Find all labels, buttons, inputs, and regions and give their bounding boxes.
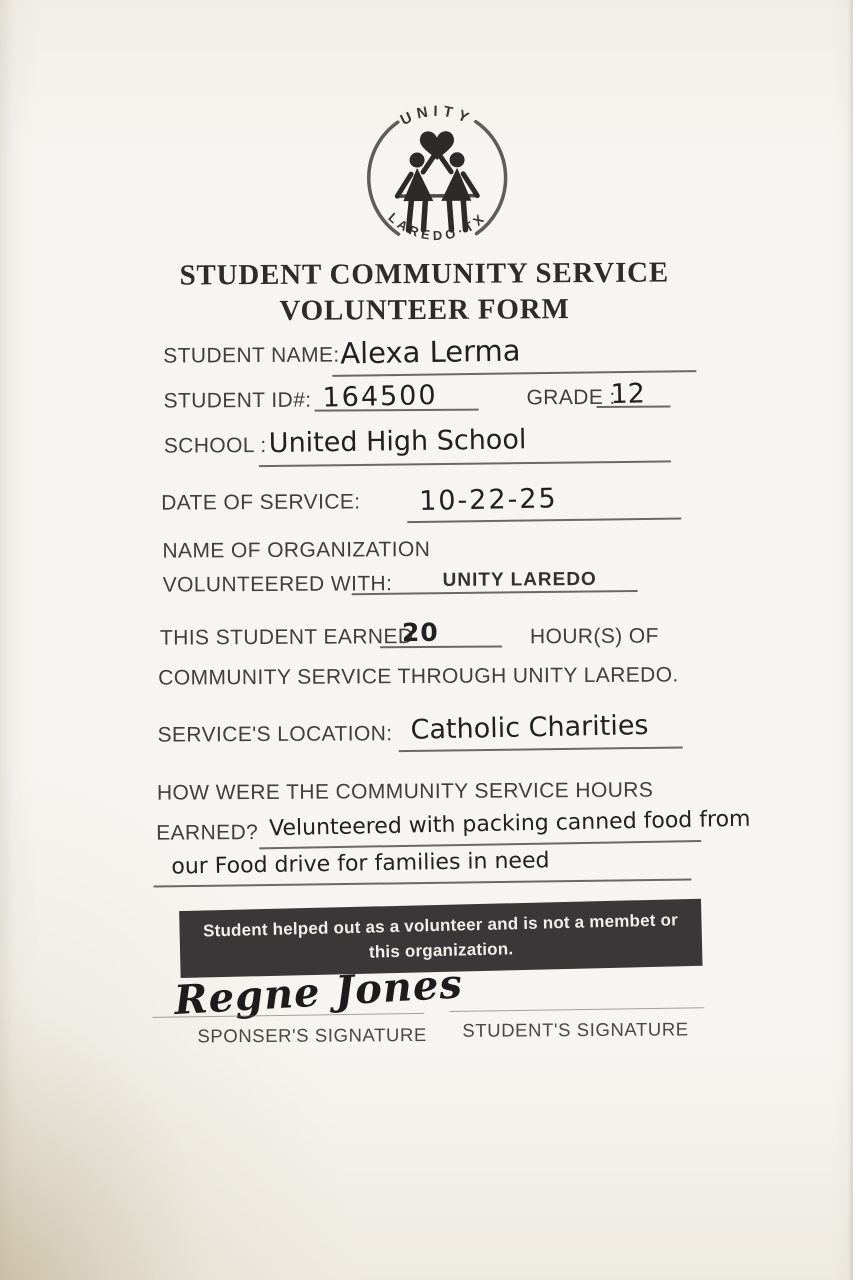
student-signature-label: STUDENT'S SIGNATURE — [462, 1018, 689, 1041]
date-of-service-line — [407, 517, 681, 523]
date-of-service-value: 10-22-25 — [418, 483, 559, 518]
people-figures-icon — [397, 152, 477, 230]
sponsor-signature-script: Regne Jones — [173, 960, 465, 1025]
hours-earned-label-line2: EARNED? — [156, 821, 259, 845]
grade-value: 12 — [610, 378, 646, 411]
form-title-line1: STUDENT COMMUNITY SERVICE — [179, 256, 670, 292]
grade-line — [597, 406, 671, 408]
student-name-line — [332, 370, 696, 377]
student-id-value: 164500 — [322, 379, 438, 414]
hours-label-prefix: THIS STUDENT EARNED — [159, 625, 414, 650]
logo-top-arc-text: UNITY — [397, 102, 476, 129]
logo-bottom-arc-text: LAREDO·TX — [385, 209, 490, 244]
hours-label-suffix: HOUR(S) OF — [529, 624, 659, 649]
organization-label-line1: NAME OF ORGANIZATION — [162, 537, 431, 563]
organization-line — [352, 590, 638, 595]
student-id-label: STUDENT ID#: — [163, 388, 312, 413]
student-name-label: STUDENT NAME: — [163, 343, 340, 368]
hours-line — [380, 646, 502, 649]
sponsor-signature-label: SPONSER'S SIGNATURE — [197, 1024, 427, 1047]
hours-label-line2: COMMUNITY SERVICE THROUGH UNITY LAREDO. — [158, 663, 679, 690]
student-signature-line — [449, 1007, 704, 1012]
hours-earned-line2 — [153, 879, 691, 888]
hours-earned-label-line1: HOW WERE THE COMMUNITY SERVICE HOURS — [156, 778, 654, 805]
school-label: SCHOOL : — [163, 433, 267, 458]
service-location-value: Catholic Charities — [410, 709, 649, 746]
hours-earned-line1 — [259, 840, 701, 849]
school-value: United High School — [268, 424, 527, 460]
organization-label-line2: VOLUNTEERED WITH: — [162, 572, 393, 597]
date-of-service-label: DATE OF SERVICE: — [161, 490, 361, 515]
grade-label: GRADE : — [526, 385, 616, 410]
hours-earned-value-line1: Velunteered with packing canned food from — [268, 806, 751, 842]
school-line — [259, 460, 671, 467]
service-location-line — [399, 746, 683, 752]
hours-earned-value-line2: our Food drive for families in need — [171, 848, 550, 880]
form-title-line2: VOLUNTEER FORM — [279, 293, 570, 327]
volunteer-notice-banner: Student helped out as a volunteer and is not a membet or this organization. — [179, 899, 702, 979]
unity-laredo-logo — [345, 97, 530, 254]
organization-value: UNITY LAREDO — [442, 568, 597, 591]
service-location-label: SERVICE'S LOCATION: — [157, 722, 393, 747]
hours-value: 20 — [401, 617, 439, 648]
student-name-value: Alexa Lerma — [339, 333, 521, 371]
